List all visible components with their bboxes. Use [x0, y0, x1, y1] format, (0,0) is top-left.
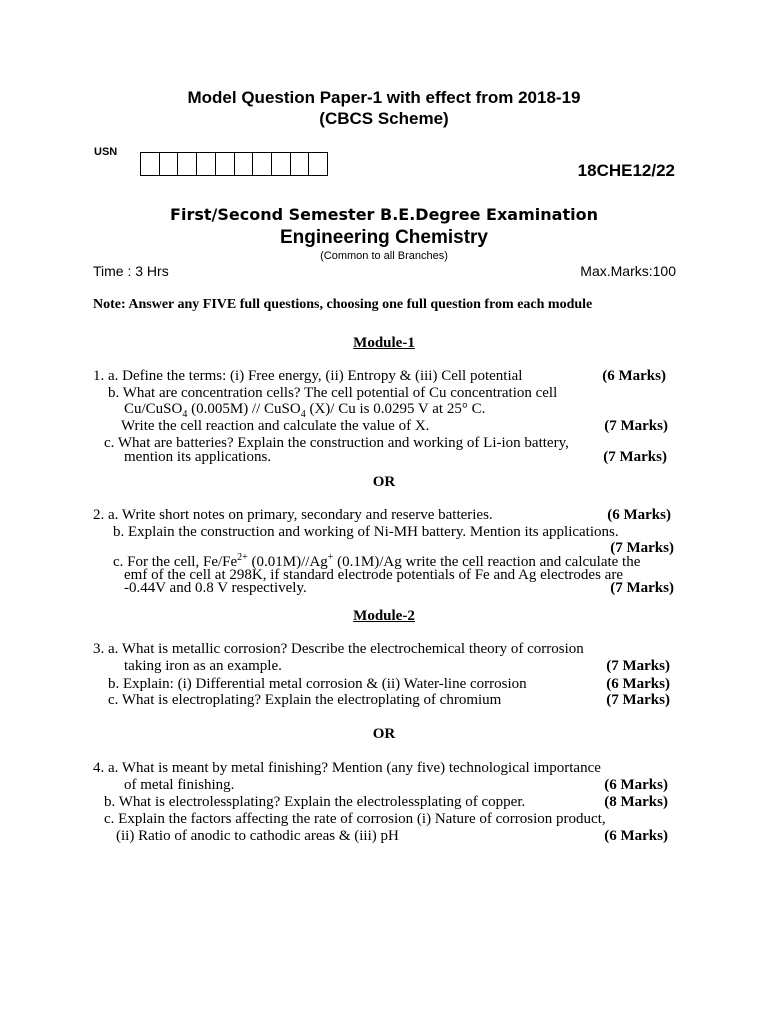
- exam-time: Time : 3 Hrs: [93, 263, 169, 279]
- question-2b-marks: (7 Marks): [610, 540, 674, 556]
- question-4b: b. What is electrolessplating? Explain the electrolessplating of copper.: [104, 794, 526, 810]
- question-4a-line1: 4. a. What is meant by metal finishing? Mention (any five) technological importance: [93, 760, 601, 776]
- question-1c-marks: (7 Marks): [603, 449, 667, 465]
- question-1b-line3: Write the cell reaction and calculate the value of X.: [121, 418, 430, 434]
- paper-title: Model Question Paper-1 with effect from 2018-19: [187, 88, 581, 107]
- usn-cell: [141, 153, 160, 175]
- question-3a-line2: taking iron as an example.: [124, 658, 282, 674]
- question-4c-line1: c. Explain the factors affecting the rate of corrosion (i) Nature of corrosion product,: [104, 811, 606, 827]
- question-2b: b. Explain the construction and working of Ni-MH battery. Mention its applications.: [113, 524, 619, 540]
- question-1b-line1: b. What are concentration cells? The cell potential of Cu concentration cell: [108, 385, 558, 401]
- question-3a-marks: (7 Marks): [606, 658, 670, 674]
- question-2c-line3: -0.44V and 0.8 V respectively.: [124, 580, 307, 596]
- course-code: 18CHE12/22: [577, 161, 675, 180]
- max-marks: Max.Marks:100: [580, 263, 676, 279]
- usn-cell: [197, 153, 216, 175]
- question-2c-line1: c. For the cell, $Fe/Fe^{2+}$ (0.01M)//Ag+ (0.1M)/Ag write the cell reaction and calculate the: [113, 552, 641, 570]
- usn-cell: [291, 153, 310, 175]
- usn-boxes: [140, 152, 328, 176]
- question-1c-line2: mention its applications.: [124, 449, 272, 465]
- usn-cell: [253, 153, 272, 175]
- scheme-label: (CBCS Scheme): [319, 109, 449, 128]
- question-1c-line1: c. What are batteries? Explain the construction and working of Li-ion battery,: [104, 435, 569, 451]
- question-3a-line1: 3. a. What is metallic corrosion? Describe the electrochemical theory of corrosion: [93, 641, 584, 657]
- module-2-heading: Module-2: [353, 608, 415, 624]
- usn-cell: [160, 153, 179, 175]
- question-4c-line2: (ii) Ratio of anodic to cathodic areas & (iii) pH: [116, 828, 399, 844]
- usn-cell: [235, 153, 254, 175]
- exam-name: First/Second Semester B.E.Degree Examination: [170, 205, 598, 224]
- or-divider-2: OR: [372, 726, 396, 742]
- branches-note: (Common to all Branches): [320, 250, 448, 262]
- question-4c-marks: (6 Marks): [604, 828, 668, 844]
- question-2c-line2: emf of the cell at 298K, if standard electrode potentials of Fe and Ag electrodes are: [124, 567, 623, 583]
- or-divider-1: OR: [372, 474, 396, 490]
- question-2c-marks: (7 Marks): [610, 580, 674, 596]
- question-4a-line2: of metal finishing.: [124, 777, 235, 793]
- subject-title: Engineering Chemistry: [280, 227, 488, 248]
- question-1b-marks: (7 Marks): [604, 418, 668, 434]
- question-2a-marks: (6 Marks): [607, 507, 671, 523]
- question-3b-marks: (6 Marks): [606, 676, 670, 692]
- question-4a-marks: (6 Marks): [604, 777, 668, 793]
- usn-cell: [178, 153, 197, 175]
- question-3c-marks: (7 Marks): [606, 692, 670, 708]
- question-3b: b. Explain: (i) Differential metal corrosion & (ii) Water-line corrosion: [108, 676, 527, 692]
- instructions-note: Note: Answer any FIVE full questions, choosing one full question from each module: [93, 297, 593, 312]
- usn-cell: [309, 153, 327, 175]
- question-1a-marks: (6 Marks): [602, 368, 666, 384]
- question-1a: 1. a. Define the terms: (i) Free energy, (ii) Entropy & (iii) Cell potential: [93, 368, 523, 384]
- question-4b-marks: (8 Marks): [604, 794, 668, 810]
- usn-cell: [272, 153, 291, 175]
- module-1-heading: Module-1: [353, 335, 415, 351]
- question-2a: 2. a. Write short notes on primary, secondary and reserve batteries.: [93, 507, 493, 523]
- usn-label: USN: [94, 146, 118, 158]
- usn-cell: [216, 153, 235, 175]
- question-1b-line2: Cu/CuSO$_4$ (0.005M) // CuSO$_4$ (X)/ Cu is 0.0295 V at 25° C.: [124, 401, 486, 420]
- question-3c: c. What is electroplating? Explain the electroplating of chromium: [108, 692, 502, 708]
